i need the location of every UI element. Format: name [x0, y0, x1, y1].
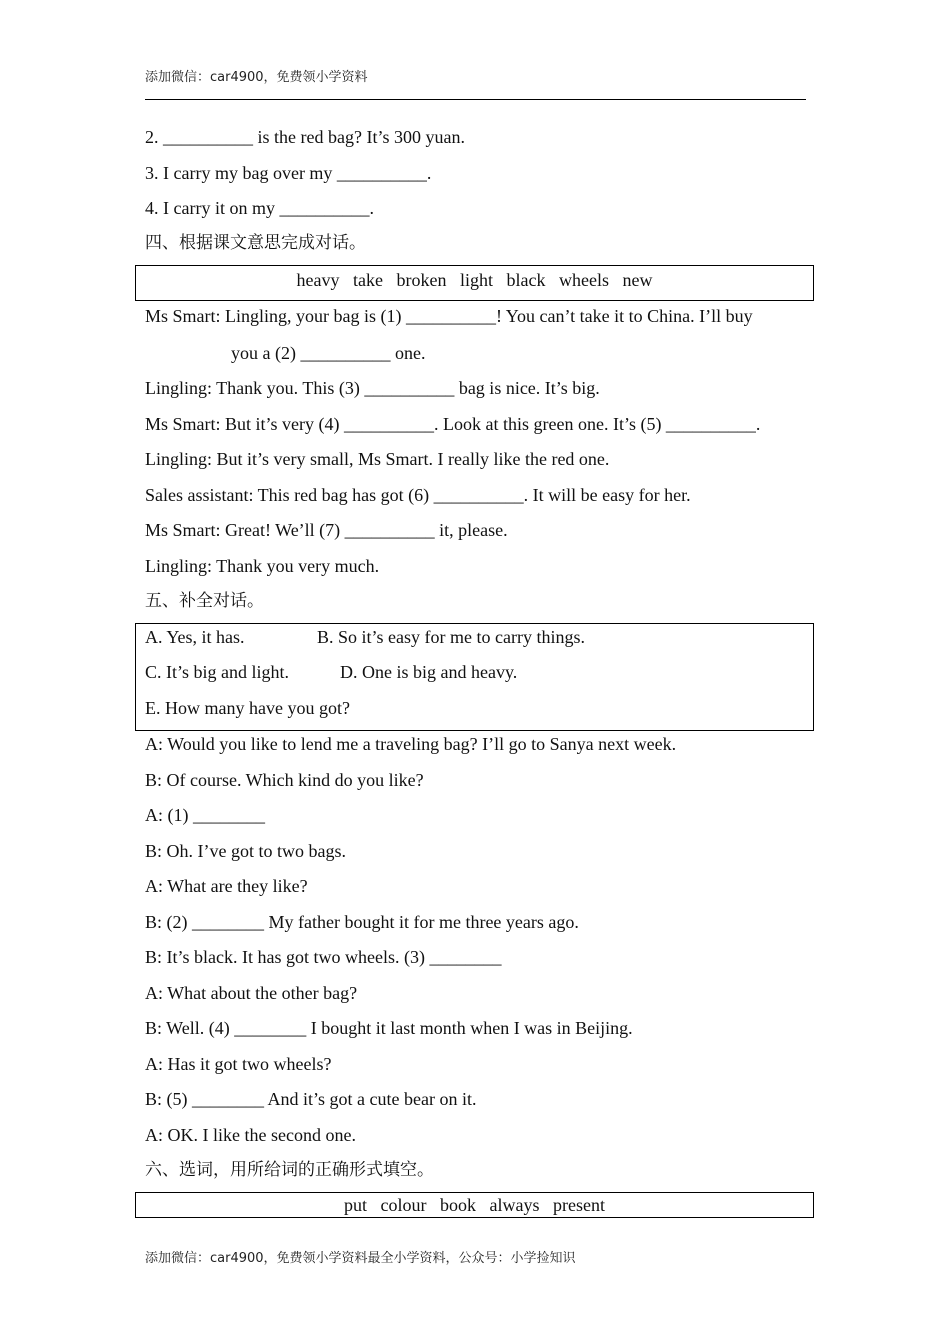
- option-a: A. Yes, it has.: [145, 627, 245, 647]
- option-b: B. So it’s easy for me to carry things.: [317, 627, 585, 647]
- dialogue-line: Lingling: Thank you. This (3) __________ bag is nice. It’s big.: [145, 378, 600, 398]
- option-e: E. How many have you got?: [145, 698, 350, 718]
- dialogue-line: Lingling: But it’s very small, Ms Smart. I really like the red one.: [145, 449, 610, 469]
- option-d: D. One is big and heavy.: [340, 662, 518, 682]
- page-header: 添加微信：car4900，免费领小学资料: [145, 70, 368, 85]
- dialogue-line: A: Would you like to lend me a traveling bag? I’ll go to Sanya next week.: [145, 734, 677, 754]
- option-c: C. It’s big and light.: [145, 662, 289, 682]
- dialogue-line: A: OK. I like the second one.: [145, 1125, 356, 1145]
- dialogue-line: A: Has it got two wheels?: [145, 1054, 332, 1074]
- dialogue-line: B: Oh. I’ve got to two bags.: [145, 841, 346, 861]
- section-5-title: 五、补全对话。: [145, 591, 264, 611]
- dialogue-line: A: (1) ________: [145, 805, 265, 825]
- question-3: 3. I carry my bag over my __________.: [145, 163, 432, 183]
- word-bank-text: heavy take broken light black wheels new: [296, 270, 653, 290]
- dialogue-line: Lingling: Thank you very much.: [145, 556, 380, 576]
- word-bank-text: put colour book always present: [344, 1195, 605, 1215]
- section-5-options-box: [135, 623, 814, 731]
- section-6-word-bank: [135, 1192, 814, 1218]
- dialogue-line: B: (2) ________ My father bought it for me three years ago.: [145, 912, 579, 932]
- dialogue-line: Ms Smart: Great! We’ll (7) __________ it, please.: [145, 520, 508, 540]
- dialogue-line: B: (5) ________ And it’s got a cute bear on it.: [145, 1089, 477, 1109]
- dialogue-line: Ms Smart: Lingling, your bag is (1) __________! You can’t take it to China. I’ll buy: [145, 306, 753, 326]
- question-2: 2. __________ is the red bag? It’s 300 yuan.: [145, 127, 465, 147]
- dialogue-line: B: It’s black. It has got two wheels. (3) ________: [145, 947, 502, 967]
- dialogue-line: you a (2) __________ one.: [231, 343, 426, 363]
- page-footer: 添加微信：car4900，免费领小学资料最全小学资料，公众号：小学捡知识: [145, 1251, 576, 1266]
- question-4: 4. I carry it on my __________.: [145, 198, 374, 218]
- section-4-word-bank: [135, 265, 814, 301]
- dialogue-line: B: Well. (4) ________ I bought it last month when I was in Beijing.: [145, 1018, 633, 1038]
- section-6-title: 六、选词，用所给词的正确形式填空。: [145, 1160, 434, 1180]
- dialogue-line: Ms Smart: But it’s very (4) __________. Look at this green one. It’s (5) __________.: [145, 414, 761, 434]
- dialogue-line: B: Of course. Which kind do you like?: [145, 770, 424, 790]
- header-divider: [145, 99, 806, 100]
- dialogue-line: A: What are they like?: [145, 876, 308, 896]
- dialogue-line: Sales assistant: This red bag has got (6) __________. It will be easy for her.: [145, 485, 691, 505]
- section-4-title: 四、根据课文意思完成对话。: [145, 233, 366, 253]
- dialogue-line: A: What about the other bag?: [145, 983, 358, 1003]
